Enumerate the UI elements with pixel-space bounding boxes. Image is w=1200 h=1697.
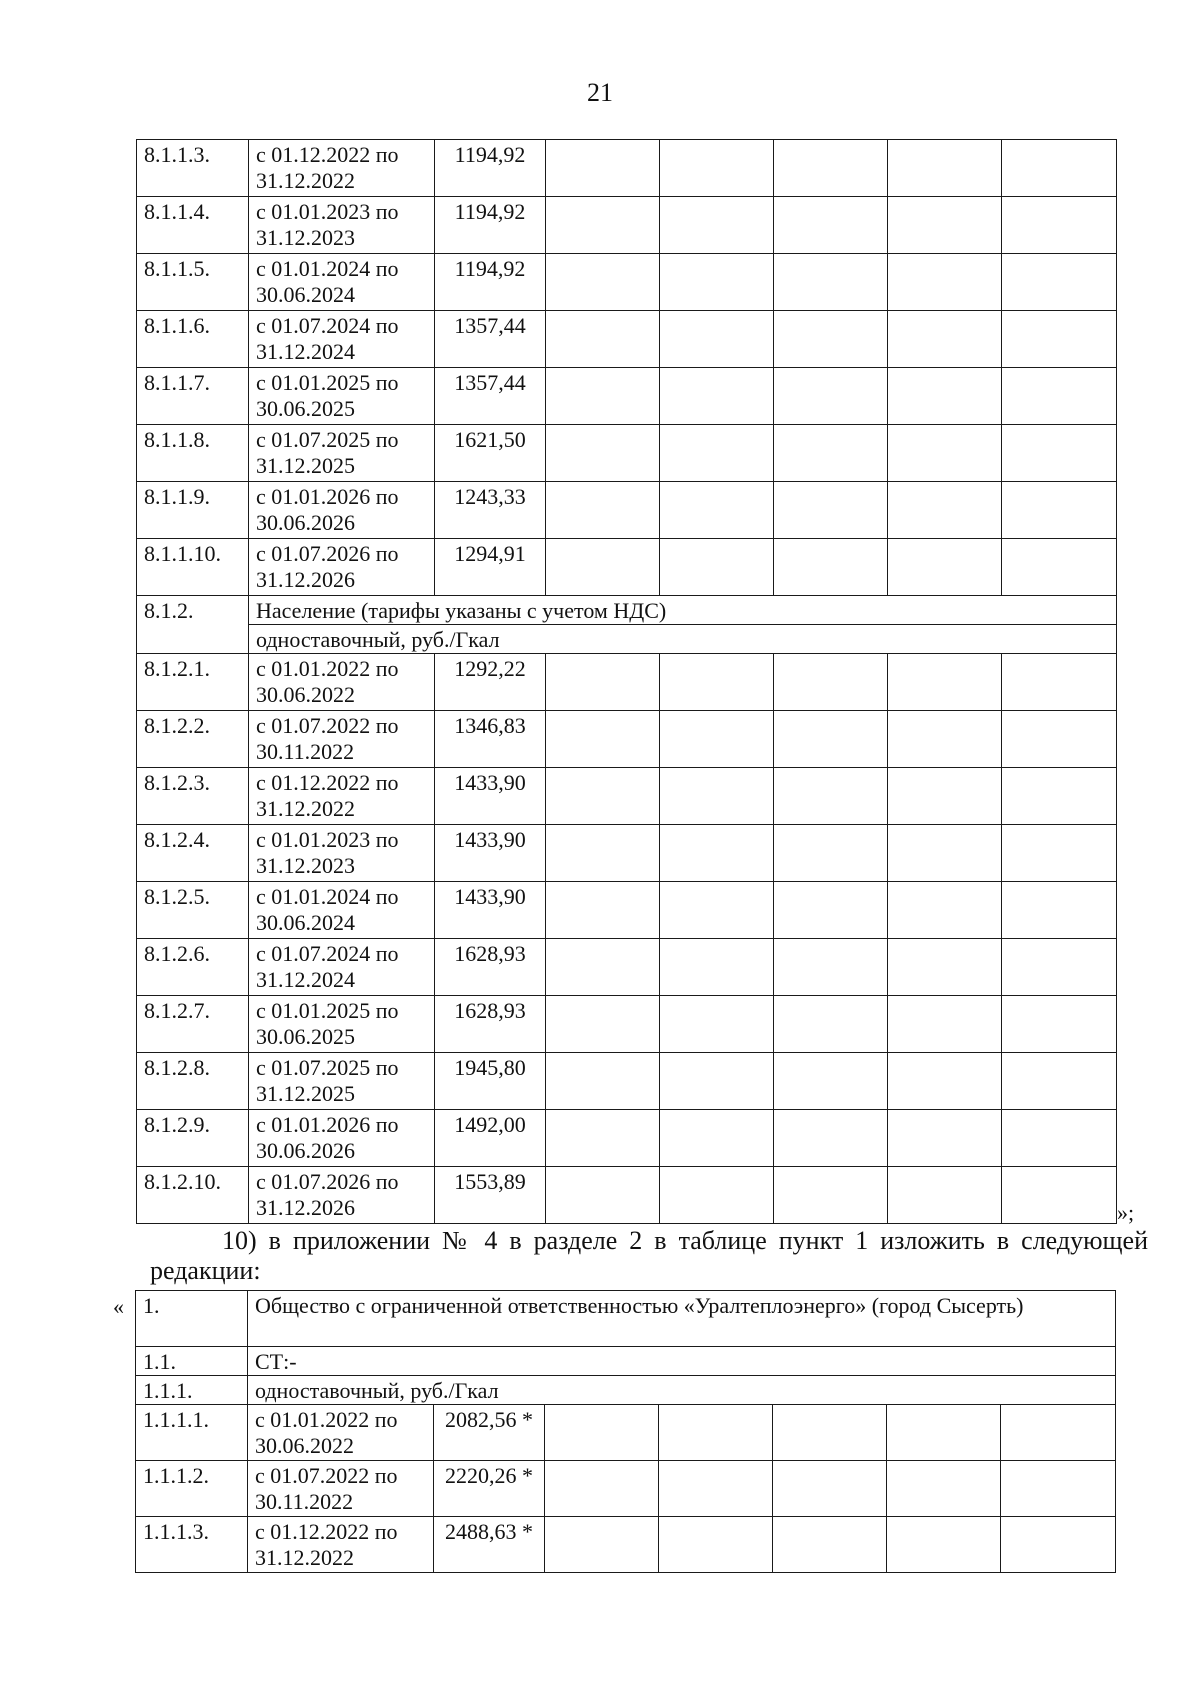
row-number: 8.1.2.1.	[137, 654, 249, 711]
empty-cell	[888, 939, 1002, 996]
row-period: с 01.01.2025 по 30.06.2025	[249, 368, 435, 425]
empty-cell	[888, 197, 1002, 254]
empty-cell	[888, 539, 1002, 596]
section-title-row	[137, 596, 1117, 625]
empty-cell	[1002, 539, 1117, 596]
row-value: 1433,90	[435, 768, 546, 825]
row-value: 1243,33	[435, 482, 546, 539]
row-value: 1621,50	[435, 425, 546, 482]
row-period: с 01.07.2026 по 31.12.2026	[249, 539, 435, 596]
row-period: с 01.01.2026 по 30.06.2026	[249, 1110, 435, 1167]
table-2-rows	[136, 1405, 1116, 1573]
empty-cell	[660, 1053, 774, 1110]
row-value: 1294,91	[435, 539, 546, 596]
row-value: 1628,93	[435, 996, 546, 1053]
table-row	[137, 254, 1117, 311]
row-number: 8.1.2.6.	[137, 939, 249, 996]
row-number: 8.1.1.3.	[137, 140, 249, 197]
empty-cell	[546, 1053, 660, 1110]
table-row	[137, 311, 1117, 368]
table-row	[137, 768, 1117, 825]
empty-cell	[773, 1517, 887, 1573]
row-period: с 01.07.2024 по 31.12.2024	[249, 311, 435, 368]
row-number: 8.1.2.3.	[137, 768, 249, 825]
tariff-table-new	[135, 1290, 1116, 1573]
row-number: 8.1.2.4.	[137, 825, 249, 882]
empty-cell	[660, 768, 774, 825]
empty-cell	[546, 539, 660, 596]
system-title: СТ:-	[248, 1347, 1116, 1376]
row-value: 1628,93	[435, 939, 546, 996]
empty-cell	[1002, 311, 1117, 368]
empty-cell	[659, 1405, 773, 1461]
row-period: с 01.01.2023 по 31.12.2023	[249, 197, 435, 254]
empty-cell	[660, 140, 774, 197]
empty-cell	[546, 311, 660, 368]
empty-cell	[887, 1461, 1001, 1517]
empty-cell	[888, 1110, 1002, 1167]
row-period: с 01.12.2022 по 31.12.2022	[248, 1517, 434, 1573]
table-2-headers	[136, 1291, 1116, 1405]
empty-cell	[546, 1110, 660, 1167]
empty-cell	[774, 1110, 888, 1167]
empty-cell	[1002, 1110, 1117, 1167]
empty-cell	[660, 939, 774, 996]
empty-cell	[1002, 482, 1117, 539]
empty-cell	[1001, 1461, 1116, 1517]
tariff-type-number: 1.1.1.	[136, 1376, 248, 1405]
empty-cell	[546, 711, 660, 768]
row-number: 1.1.1.3.	[136, 1517, 248, 1573]
system-row	[136, 1347, 1116, 1376]
table-1-rows-b	[137, 654, 1117, 1224]
row-number: 8.1.2.7.	[137, 996, 249, 1053]
row-period: с 01.07.2022 по 30.11.2022	[249, 711, 435, 768]
empty-cell	[887, 1405, 1001, 1461]
row-value: 1945,80	[435, 1053, 546, 1110]
row-period: с 01.01.2025 по 30.06.2025	[249, 996, 435, 1053]
empty-cell	[888, 254, 1002, 311]
row-period: с 01.07.2024 по 31.12.2024	[249, 939, 435, 996]
row-period: с 01.12.2022 по 31.12.2022	[249, 768, 435, 825]
empty-cell	[1002, 425, 1117, 482]
empty-cell	[660, 711, 774, 768]
row-value: 2082,56 *	[434, 1405, 545, 1461]
empty-cell	[773, 1461, 887, 1517]
empty-cell	[660, 825, 774, 882]
empty-cell	[546, 939, 660, 996]
empty-cell	[888, 882, 1002, 939]
empty-cell	[660, 311, 774, 368]
empty-cell	[888, 1053, 1002, 1110]
empty-cell	[1002, 768, 1117, 825]
empty-cell	[659, 1461, 773, 1517]
empty-cell	[660, 882, 774, 939]
row-period: с 01.01.2022 по 30.06.2022	[249, 654, 435, 711]
table-1-section	[137, 596, 1117, 654]
row-number: 8.1.1.6.	[137, 311, 249, 368]
section-subtitle: одноставочный, руб./Гкал	[249, 625, 1117, 654]
empty-cell	[1002, 825, 1117, 882]
empty-cell	[546, 254, 660, 311]
row-number: 8.1.2.5.	[137, 882, 249, 939]
row-value: 1553,89	[435, 1167, 546, 1224]
empty-cell	[546, 882, 660, 939]
empty-cell	[546, 368, 660, 425]
empty-cell	[774, 939, 888, 996]
empty-cell	[888, 368, 1002, 425]
empty-cell	[774, 654, 888, 711]
row-value: 1194,92	[435, 254, 546, 311]
empty-cell	[888, 825, 1002, 882]
empty-cell	[660, 482, 774, 539]
row-number: 8.1.1.4.	[137, 197, 249, 254]
empty-cell	[888, 1167, 1002, 1224]
empty-cell	[545, 1461, 659, 1517]
row-value: 1433,90	[435, 882, 546, 939]
empty-cell	[774, 1053, 888, 1110]
empty-cell	[888, 654, 1002, 711]
table-row	[137, 482, 1117, 539]
table-row	[137, 711, 1117, 768]
empty-cell	[774, 254, 888, 311]
empty-cell	[1001, 1405, 1116, 1461]
empty-cell	[1002, 996, 1117, 1053]
section-subtitle-row	[137, 625, 1117, 654]
row-number: 1.1.1.2.	[136, 1461, 248, 1517]
row-period: с 01.01.2026 по 30.06.2026	[249, 482, 435, 539]
row-number: 8.1.2.2.	[137, 711, 249, 768]
row-value: 1357,44	[435, 368, 546, 425]
empty-cell	[887, 1517, 1001, 1573]
table-row	[137, 425, 1117, 482]
row-number: 8.1.2.10.	[137, 1167, 249, 1224]
empty-cell	[774, 425, 888, 482]
row-number: 1.1.1.1.	[136, 1405, 248, 1461]
empty-cell	[660, 254, 774, 311]
row-number: 8.1.2.8.	[137, 1053, 249, 1110]
row-value: 1492,00	[435, 1110, 546, 1167]
empty-cell	[1002, 254, 1117, 311]
empty-cell	[546, 425, 660, 482]
empty-cell	[1002, 140, 1117, 197]
empty-cell	[546, 197, 660, 254]
empty-cell	[774, 996, 888, 1053]
empty-cell	[660, 1167, 774, 1224]
row-period: с 01.01.2023 по 31.12.2023	[249, 825, 435, 882]
empty-cell	[660, 368, 774, 425]
table-row	[137, 882, 1117, 939]
empty-cell	[774, 768, 888, 825]
row-value: 2220,26 *	[434, 1461, 545, 1517]
row-number: 8.1.1.8.	[137, 425, 249, 482]
empty-cell	[660, 996, 774, 1053]
section-number: 8.1.2.	[137, 596, 249, 654]
row-period: с 01.01.2022 по 30.06.2022	[248, 1405, 434, 1461]
empty-cell	[888, 711, 1002, 768]
empty-cell	[660, 654, 774, 711]
empty-cell	[774, 197, 888, 254]
empty-cell	[546, 996, 660, 1053]
row-period: с 01.07.2022 по 30.11.2022	[248, 1461, 434, 1517]
empty-cell	[774, 882, 888, 939]
page-number: 21	[587, 78, 613, 107]
empty-cell	[774, 311, 888, 368]
table-row	[137, 140, 1117, 197]
table-row	[137, 368, 1117, 425]
empty-cell	[546, 768, 660, 825]
empty-cell	[1002, 654, 1117, 711]
table-row	[137, 539, 1117, 596]
row-value: 1346,83	[435, 711, 546, 768]
org-row	[136, 1291, 1116, 1347]
empty-cell	[546, 1167, 660, 1224]
empty-cell	[773, 1405, 887, 1461]
empty-cell	[660, 539, 774, 596]
row-period: с 01.07.2025 по 31.12.2025	[249, 425, 435, 482]
empty-cell	[660, 425, 774, 482]
empty-cell	[1002, 1167, 1117, 1224]
table-row	[137, 1167, 1117, 1224]
empty-cell	[888, 311, 1002, 368]
empty-cell	[546, 140, 660, 197]
row-value: 1292,22	[435, 654, 546, 711]
org-title: Общество с ограниченной ответственностью «Уралтеплоэнерго» (город Сысерть)	[248, 1291, 1116, 1347]
empty-cell	[1002, 882, 1117, 939]
empty-cell	[545, 1517, 659, 1573]
empty-cell	[660, 197, 774, 254]
empty-cell	[1002, 1053, 1117, 1110]
empty-cell	[546, 654, 660, 711]
empty-cell	[888, 996, 1002, 1053]
section-title: Население (тарифы указаны с учетом НДС)	[249, 596, 1117, 625]
empty-cell	[774, 539, 888, 596]
table-row	[137, 939, 1117, 996]
row-number: 8.1.2.9.	[137, 1110, 249, 1167]
table-row	[136, 1517, 1116, 1573]
row-period: с 01.01.2024 по 30.06.2024	[249, 882, 435, 939]
empty-cell	[1002, 197, 1117, 254]
table-row	[137, 654, 1117, 711]
empty-cell	[1002, 939, 1117, 996]
row-period: с 01.01.2024 по 30.06.2024	[249, 254, 435, 311]
table-row	[137, 1053, 1117, 1110]
empty-cell	[660, 1110, 774, 1167]
tariff-table-continued	[136, 139, 1117, 1224]
empty-cell	[888, 768, 1002, 825]
org-number: 1.	[136, 1291, 248, 1347]
table-row	[137, 197, 1117, 254]
empty-cell	[774, 482, 888, 539]
row-number: 8.1.1.10.	[137, 539, 249, 596]
empty-cell	[774, 368, 888, 425]
table-row	[137, 996, 1117, 1053]
row-value: 2488,63 *	[434, 1517, 545, 1573]
empty-cell	[774, 825, 888, 882]
row-period: с 01.07.2025 по 31.12.2025	[249, 1053, 435, 1110]
row-period: с 01.12.2022 по 31.12.2022	[249, 140, 435, 197]
row-number: 8.1.1.9.	[137, 482, 249, 539]
row-number: 8.1.1.7.	[137, 368, 249, 425]
empty-cell	[545, 1405, 659, 1461]
empty-cell	[888, 425, 1002, 482]
empty-cell	[546, 825, 660, 882]
empty-cell	[888, 482, 1002, 539]
empty-cell	[659, 1517, 773, 1573]
opening-quote-mark: «	[113, 1294, 124, 1319]
tariff-type-title: одноставочный, руб./Гкал	[248, 1376, 1116, 1405]
empty-cell	[546, 482, 660, 539]
tariff-type-row	[136, 1376, 1116, 1405]
table-row	[137, 1110, 1117, 1167]
empty-cell	[1002, 711, 1117, 768]
empty-cell	[774, 711, 888, 768]
empty-cell	[1001, 1517, 1116, 1573]
table-row	[136, 1405, 1116, 1461]
empty-cell	[1002, 368, 1117, 425]
table-1-rows-a	[137, 140, 1117, 596]
table-row	[137, 825, 1117, 882]
row-value: 1433,90	[435, 825, 546, 882]
empty-cell	[888, 140, 1002, 197]
empty-cell	[774, 1167, 888, 1224]
row-period: с 01.07.2026 по 31.12.2026	[249, 1167, 435, 1224]
row-value: 1194,92	[435, 140, 546, 197]
amendment-paragraph: 10) в приложении № 4 в разделе 2 в таблице пункт 1 изложить в следующей редакции:	[150, 1226, 1148, 1285]
table-row	[136, 1461, 1116, 1517]
row-value: 1194,92	[435, 197, 546, 254]
system-number: 1.1.	[136, 1347, 248, 1376]
row-number: 8.1.1.5.	[137, 254, 249, 311]
row-value: 1357,44	[435, 311, 546, 368]
closing-quote-mark: »;	[1117, 1200, 1135, 1225]
empty-cell	[774, 140, 888, 197]
